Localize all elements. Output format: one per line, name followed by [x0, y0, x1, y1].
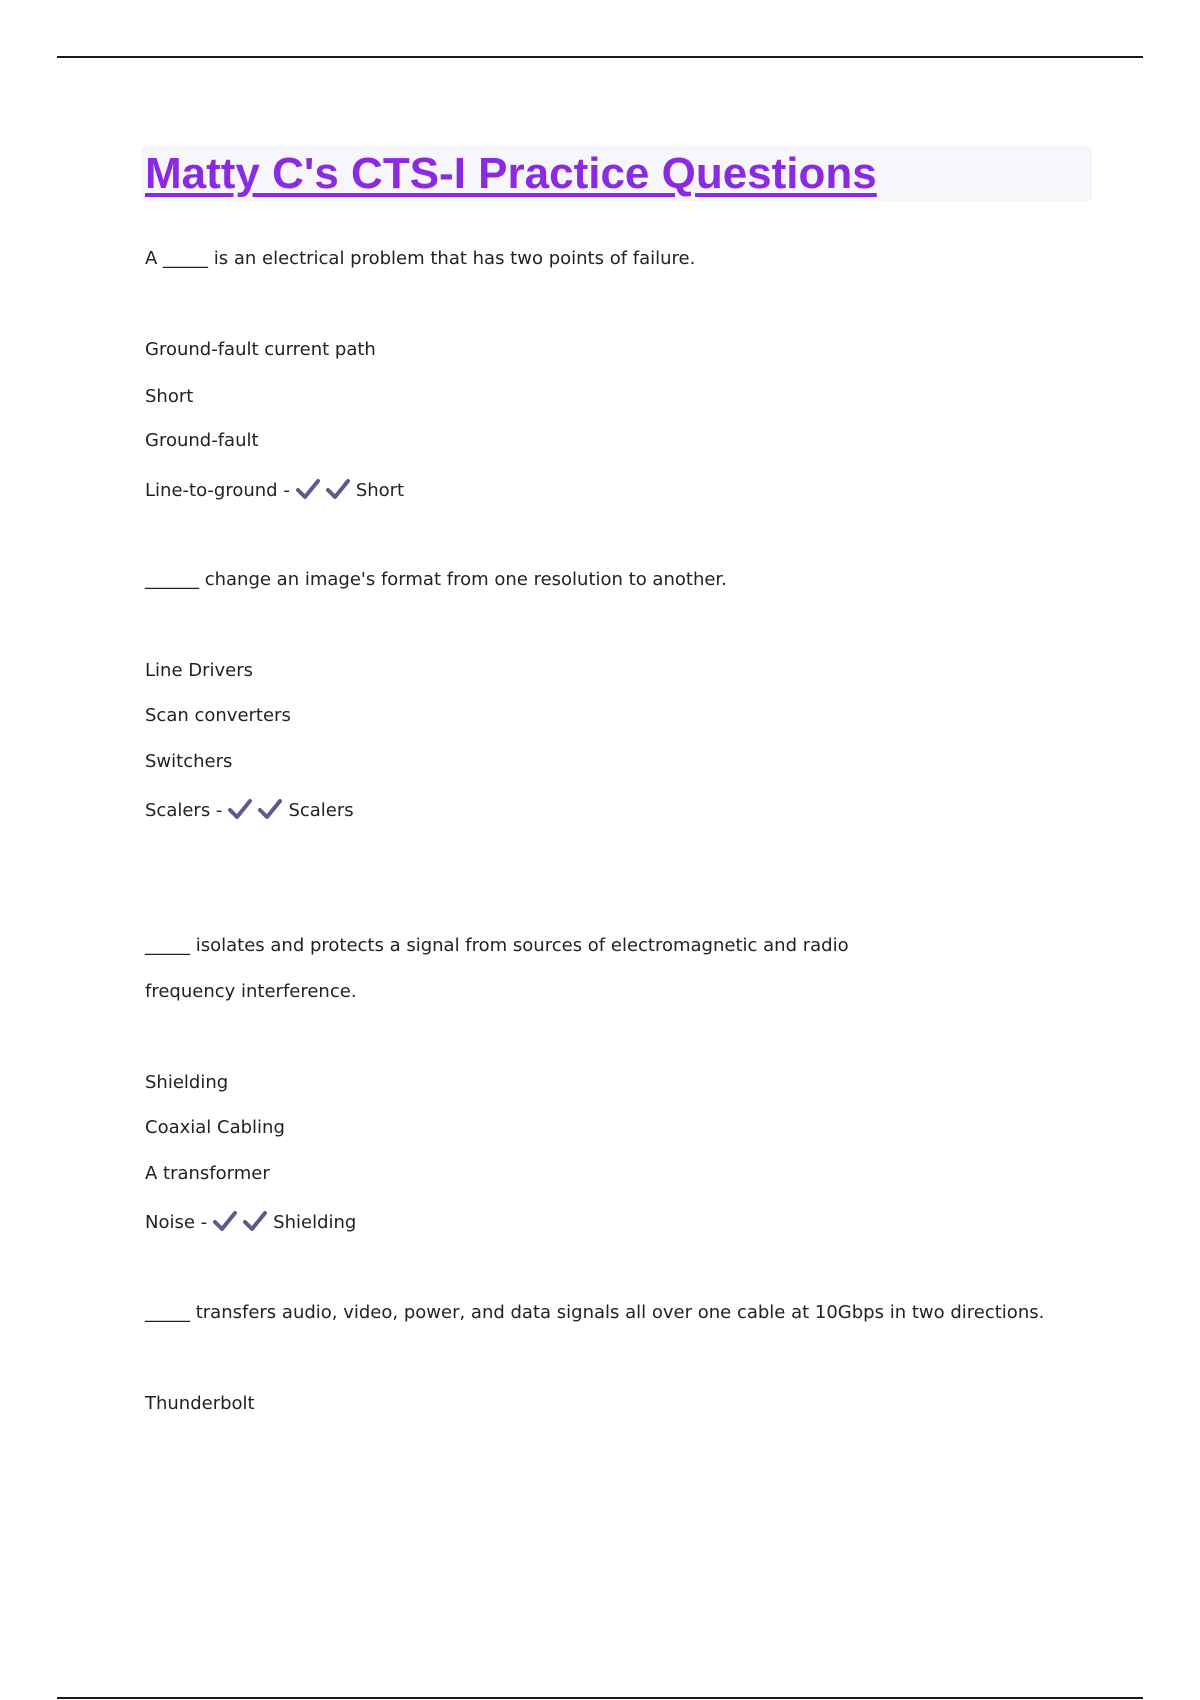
question-2-answer: Scalers — [288, 800, 354, 821]
question-4-option-1: Thunderbolt — [145, 1393, 255, 1414]
question-3-prompt-line-2: frequency interference. — [145, 981, 357, 1002]
check-mark-icon — [228, 798, 252, 820]
question-2-option-4: Scalers - — [145, 800, 223, 821]
question-3-option-3: A transformer — [145, 1163, 270, 1184]
question-2-option-2: Scan converters — [145, 705, 291, 726]
question-1-prompt: A _____ is an electrical problem that has two points of failure. — [145, 248, 696, 269]
question-3-option-1: Shielding — [145, 1072, 229, 1093]
question-1-option-4: Line-to-ground - — [145, 480, 290, 501]
question-1-option-2: Short — [145, 386, 194, 407]
check-mark-icon — [213, 1210, 237, 1232]
question-3-option-2: Coaxial Cabling — [145, 1117, 285, 1138]
question-3-answer: Shielding — [273, 1212, 357, 1233]
question-3-option-4: Noise - — [145, 1212, 208, 1233]
question-1-option-1: Ground-fault current path — [145, 339, 376, 360]
footer-rule — [57, 1697, 1143, 1699]
header-rule — [57, 56, 1143, 58]
question-1-answer: Short — [355, 480, 405, 501]
check-mark-icon — [243, 1210, 267, 1232]
question-3-prompt-line-1: _____ isolates and protects a signal from sources of electromagnetic and radio — [145, 935, 849, 956]
question-4-prompt: _____ transfers audio, video, power, and data signals all over one cable at 10Gbps in two directions. — [145, 1302, 1045, 1323]
question-2-answer-line — [145, 798, 354, 823]
question-2-option-3: Switchers — [145, 751, 233, 772]
question-1-answer-line — [145, 478, 404, 503]
question-2-option-1: Line Drivers — [145, 660, 253, 681]
question-1-option-3: Ground-fault — [145, 430, 259, 451]
check-mark-icon — [296, 478, 320, 500]
question-3-answer-line — [145, 1210, 356, 1235]
document-title: Matty C's CTS-I Practice Questions — [145, 149, 877, 198]
check-mark-icon — [258, 798, 282, 820]
check-mark-icon — [326, 478, 350, 500]
question-2-prompt: ______ change an image's format from one resolution to another. — [145, 569, 727, 590]
